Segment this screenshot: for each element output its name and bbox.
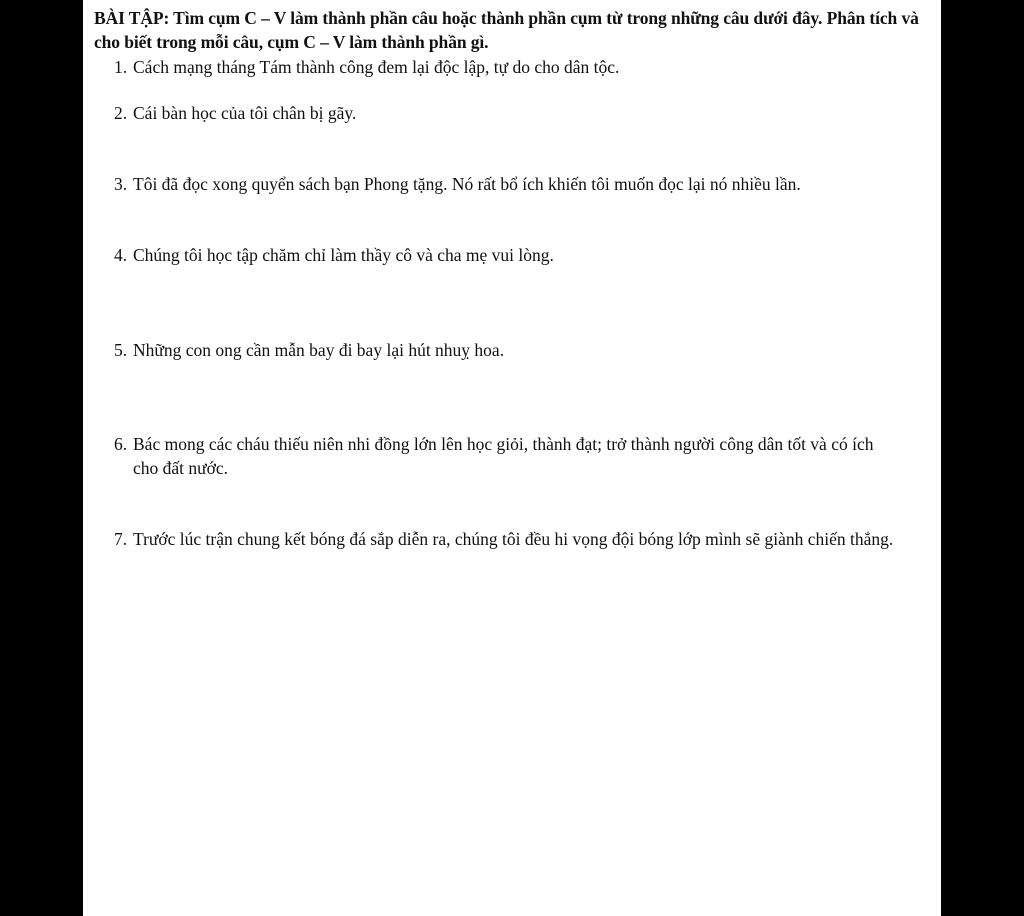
item-text: Chúng tôi học tập chăm chỉ làm thầy cô và cha mẹ vui lòng. (133, 245, 554, 265)
item-text: Tôi đã đọc xong quyển sách bạn Phong tặng. Nó rất bổ ích khiến tôi muốn đọc lại nó nhiều lần. (133, 174, 801, 194)
exercise-item-1 (114, 55, 914, 79)
item-number: 1. (114, 57, 128, 77)
exercise-item-2 (114, 101, 914, 125)
exercise-item-7 (114, 527, 914, 551)
item-number: 5. (114, 340, 128, 360)
item-text: Trước lúc trận chung kết bóng đá sắp diễn ra, chúng tôi đều hi vọng đội bóng lớp mình sẽ giành chiến thắng. (133, 529, 894, 549)
exercise-item-4 (114, 243, 914, 267)
item-number: 7. (114, 529, 128, 549)
exercise-heading: BÀI TẬP: Tìm cụm C – V làm thành phần câu hoặc thành phần cụm từ trong những câu dưới đây. Phân tích và cho biết trong mỗi câu, cụm C – V làm thành phần gì. (94, 8, 919, 52)
item-text: Cái bàn học của tôi chân bị gãy. (133, 103, 357, 123)
item-text: Bác mong các cháu thiếu niên nhi đồng lớn lên học giỏi, thành đạt; trở thành người công dân tốt và có ích cho đất nước. (133, 434, 874, 478)
item-number: 2. (114, 103, 128, 123)
item-text: Những con ong cần mẫn bay đi bay lại hút nhuỵ hoa. (133, 340, 505, 360)
item-text: Cách mạng tháng Tám thành công đem lại độc lập, tự do cho dân tộc. (133, 57, 620, 77)
document-page (83, 0, 941, 916)
item-number: 4. (114, 245, 128, 265)
exercise-item-6 (114, 432, 914, 480)
item-number: 3. (114, 174, 128, 194)
exercise-item-5 (114, 338, 914, 362)
exercise-item-3 (114, 172, 914, 196)
item-number: 6. (114, 434, 128, 454)
